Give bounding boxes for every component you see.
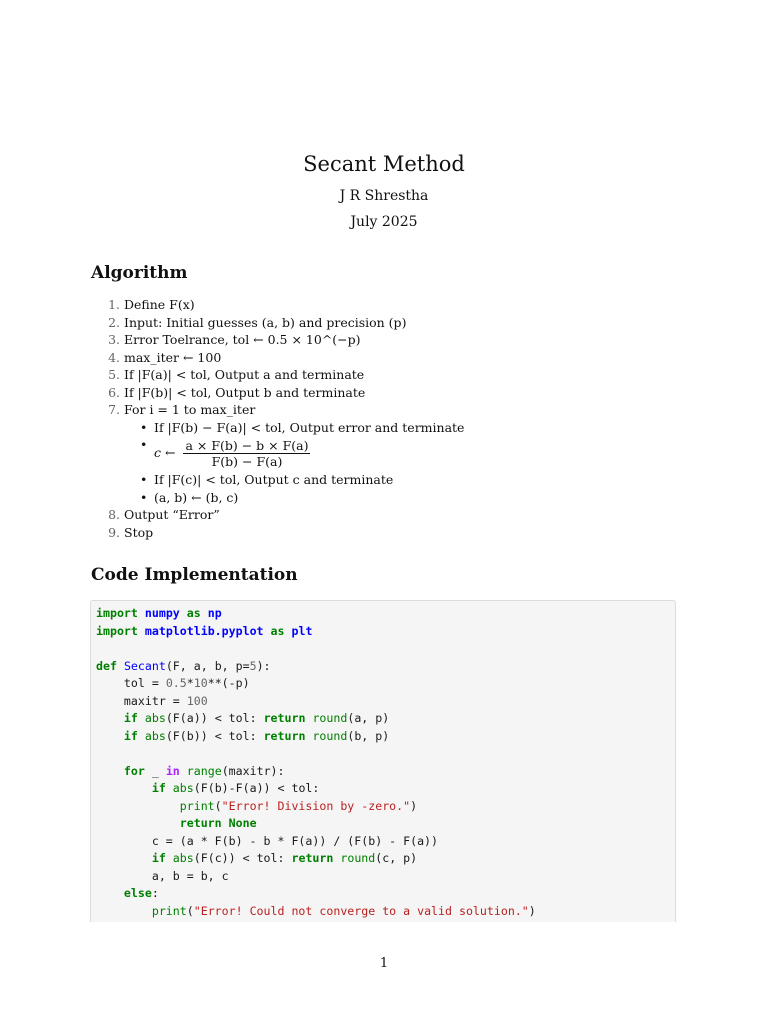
- document-author: J R Shrestha: [339, 188, 429, 204]
- step-number: 1.: [108, 297, 120, 312]
- substep-text: If |F(b) − F(a)| < tol, Output error and terminate: [154, 419, 465, 435]
- fraction-numerator: a × F(b) − b × F(a): [185, 438, 309, 453]
- code-line: if abs(F(b)) < tol: return round(b, p): [123, 728, 390, 743]
- code-line: import numpy as np: [96, 606, 222, 620]
- title-block: [0, 150, 768, 232]
- formula-lhs: c ←: [154, 445, 176, 460]
- code-line: c = (a * F(b) - b * F(a)) / (F(b) - F(a)): [96, 833, 439, 848]
- step-number: 9.: [108, 524, 120, 540]
- substep: [124, 489, 724, 507]
- step-text: If |F(a)| < tol, Output a and terminate: [124, 367, 365, 382]
- step-number: 7.: [108, 402, 120, 417]
- step-text: Stop: [124, 524, 154, 540]
- code-line: if abs(F(a)) < tol: return round(a, p): [123, 711, 390, 725]
- code-line: a, b = b, c: [96, 868, 229, 883]
- algorithm-steps: [104, 296, 724, 541]
- substep-text: (a, b) ← (b, c): [154, 489, 239, 505]
- document-title: Secant Method: [303, 152, 465, 176]
- code-line: if abs(F(c)) < tol: return round(c, p): [151, 851, 418, 865]
- step-8: [104, 506, 724, 524]
- step-text: If |F(b)| < tol, Output b and terminate: [124, 384, 366, 400]
- step-6: [104, 384, 724, 402]
- code-line: maxitr = 100: [96, 693, 208, 708]
- step-text: Input: Initial guesses (a, b) and precision (p): [124, 314, 407, 330]
- loop-substeps: [124, 419, 724, 507]
- step-5: [104, 366, 724, 384]
- step-number: 8.: [108, 507, 120, 522]
- document-date: July 2025: [350, 214, 418, 230]
- code-block[interactable]: [90, 600, 676, 922]
- code-line: [96, 745, 675, 763]
- code-line: [96, 640, 675, 658]
- step-text: Error Toelrance, tol ← 0.5 × 10^(−p): [124, 332, 361, 347]
- step-1: [104, 296, 724, 314]
- code-line: import matplotlib.pyplot as plt: [96, 623, 313, 638]
- page-number: 1: [379, 956, 389, 971]
- step-number: 2.: [108, 314, 120, 330]
- step-number: 3.: [108, 332, 120, 347]
- code-line: for _ in range(maxitr):: [123, 763, 285, 778]
- fraction-denominator: F(b) − F(a): [211, 454, 283, 469]
- substep-text: If |F(c)| < tol, Output c and terminate: [154, 472, 394, 487]
- section-heading-algorithm: Algorithm: [91, 263, 188, 283]
- fraction: [183, 438, 310, 469]
- step-number: 6.: [108, 384, 120, 400]
- code-line: print("Error! Division by -zero."): [179, 798, 418, 813]
- code-line: else:: [123, 886, 159, 900]
- section-heading-code: Code Implementation: [91, 565, 298, 585]
- code-line: return None: [179, 816, 257, 830]
- code-line: print("Error! Could not converge to a valid solution."): [151, 903, 536, 918]
- step-3: [104, 331, 724, 349]
- step-text: Output “Error”: [124, 507, 220, 522]
- step-text: For i = 1 to max_iter: [124, 402, 256, 417]
- step-text: Define F(x): [124, 297, 195, 312]
- step-4: [104, 349, 724, 367]
- substep: [124, 419, 724, 437]
- step-number: 4.: [108, 349, 120, 365]
- code-line: tol = 0.5*10**(-p): [96, 676, 250, 690]
- code-line: def Secant(F, a, b, p=5):: [96, 658, 271, 673]
- step-7: [104, 401, 724, 506]
- substep-formula: [124, 436, 724, 471]
- step-2: [104, 314, 724, 332]
- code-line: if abs(F(b)-F(a)) < tol:: [151, 781, 320, 795]
- step-text: max_iter ← 100: [124, 349, 222, 365]
- step-9: [104, 524, 724, 542]
- substep: [124, 471, 724, 489]
- step-number: 5.: [108, 367, 120, 382]
